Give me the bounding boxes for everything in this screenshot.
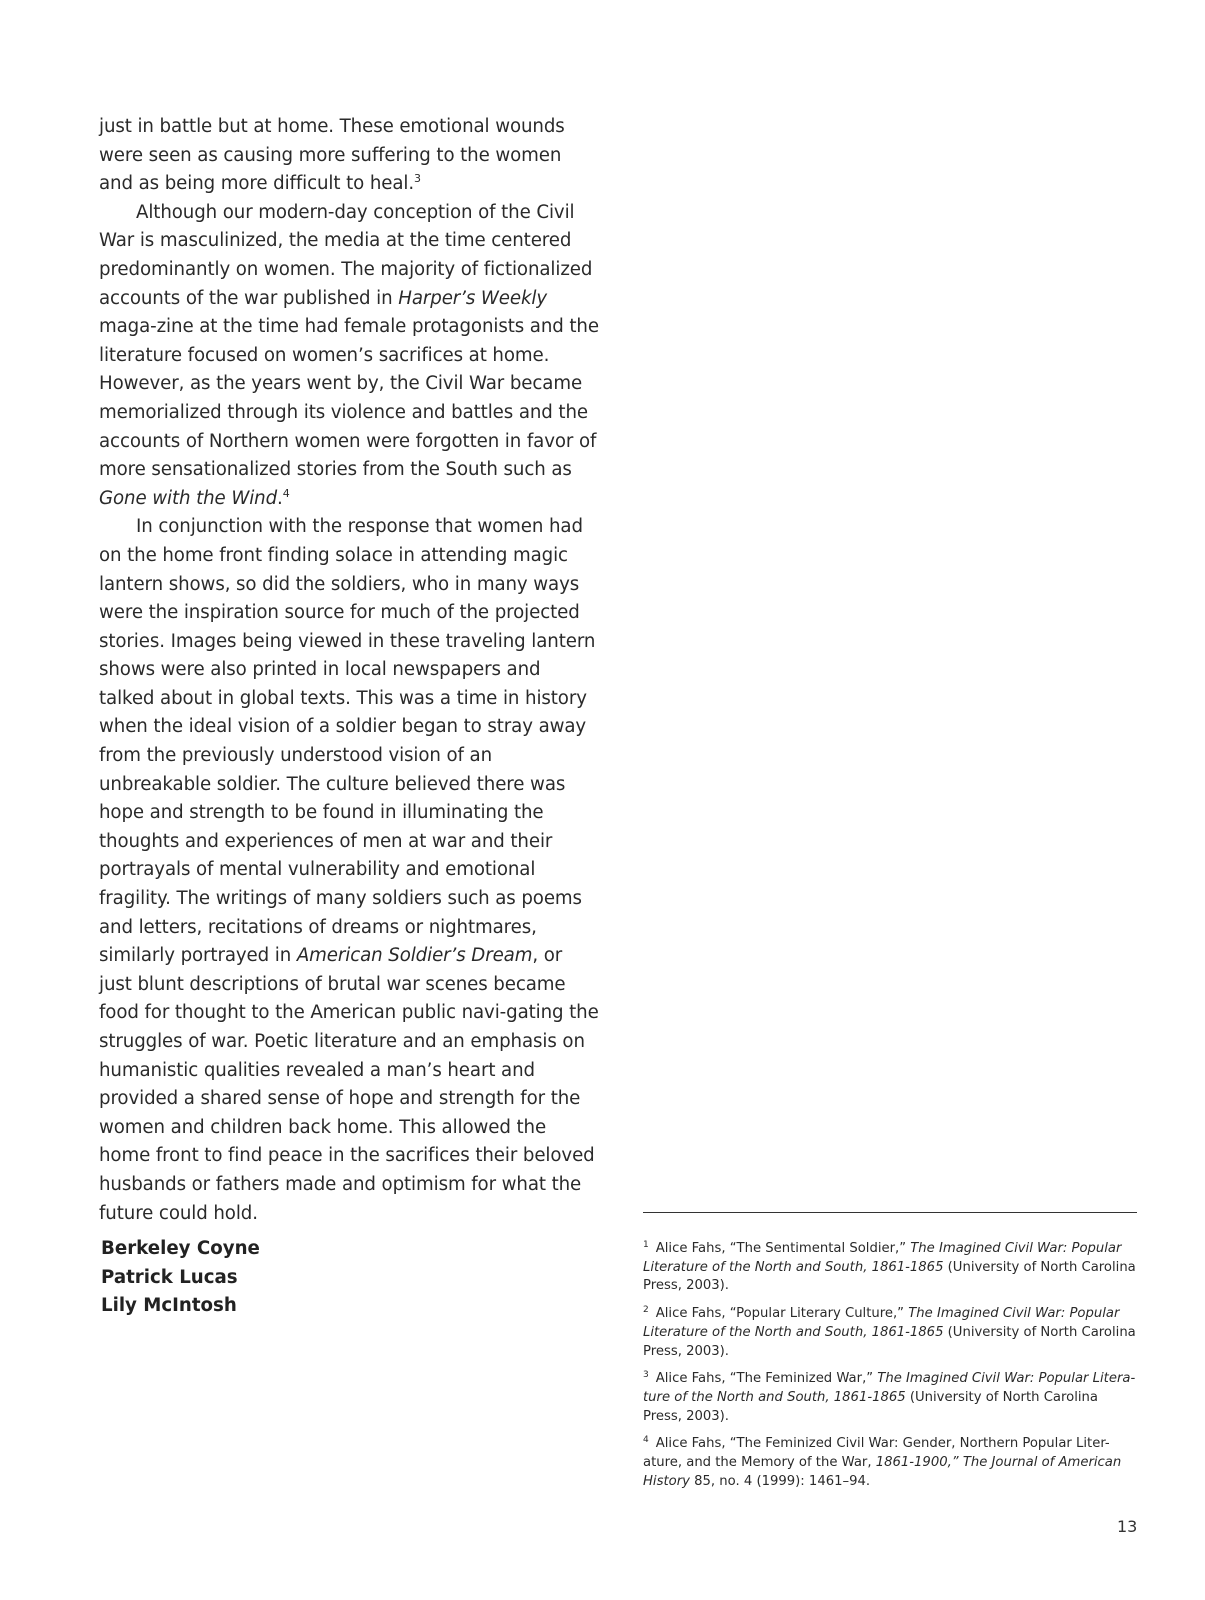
- author-list: [101, 1235, 260, 1321]
- footnote-3: $^3$ Alice Fahs, “The Feminized War,” The Imagined Civil War: Popular Litera-ture of the North and South, 1861-1865 (University of North Carolina Press, 2003).: [643, 1370, 1136, 1424]
- footnote-divider: [643, 1212, 1137, 1213]
- paragraph-3: In conjunction with the response that women had on the home front finding solace in attending magic lantern shows, so did the soldiers, who in many ways were the inspiration source for much of the projected stories. Images being viewed in these traveling lantern shows were also printed in local newspapers and talked about in global texts. This was a time in history when the ideal vision of a soldier began to stray away from the previously understood vision of an unbreakable soldier. The culture believed there was hope and strength to be found in illuminating the thoughts and experiences of men at war and their portrayals of mental vulnerability and emotional fragility. The writings of many soldiers such as poems and letters, recitations of dreams or nightmares, similarly portrayed in American Soldier’s Dream, or just blunt descriptions of brutal war scenes became food for thought to the American public navi-gating the struggles of war. Poetic literature and an emphasis on humanistic qualities revealed a man’s heart and provided a shared sense of hope and strength for the women and children back home. This allowed the home front to find peace in the sacrifices their beloved husbands or fathers made and optimism for what the future could hold.: [99, 516, 599, 1224]
- paragraph-2: Although our modern-day conception of the Civil War is masculinized, the media at the time centered predominantly on women. The majority of fictionalized accounts of the war published in Harper’s Weekly maga-zine at the time had female protagonists and the literature focused on women’s sacrifices at home. However, as the years went by, the Civil War became memorialized through its violence and battles and the accounts of Northern women were forgotten in favor of more sensationalized stories from the South such as Gone with the Wind.$^4$: [99, 201, 599, 509]
- footnote-ref-4[interactable]: 4: [282, 486, 290, 500]
- footnotes: [643, 1240, 1141, 1500]
- author-name: Berkeley Coyne: [101, 1238, 260, 1259]
- title-gone-with-the-wind: Gone with the Wind: [99, 487, 278, 509]
- footnote-4: $^4$ Alice Fahs, “The Feminized Civil War: Gender, Northern Popular Liter-ature, and the Memory of the War, 1861-1900,” The Journal of American History 85, no. 4 (1999): 1461–94.: [643, 1435, 1122, 1489]
- footnote-ref-3[interactable]: 3: [414, 172, 421, 186]
- page-number: 13: [1117, 1517, 1138, 1536]
- title-american-soldiers-dream: American Soldier’s Dream: [296, 945, 533, 967]
- footnote-2: $^2$ Alice Fahs, “Popular Literary Culture,” The Imagined Civil War: Popular Literature of the North and South, 1861-1865 (University of North Carolina Press, 2003).: [643, 1305, 1136, 1359]
- author-name: Lily McIntosh: [101, 1295, 237, 1317]
- title-harpers-weekly: Harper’s Weekly: [398, 287, 548, 309]
- footnote-1: $^1$ Alice Fahs, “The Sentimental Soldier,” The Imagined Civil War: Popular Literature of the North and South, 1861-1865 (University of North Carolina Press, 2003).: [643, 1240, 1136, 1294]
- author-name: Patrick Lucas: [101, 1266, 238, 1288]
- paragraph-1: just in battle but at home. These emotional wounds were seen as causing more suffering to the women and as being more difficult to heal.$^3$: [99, 116, 565, 195]
- main-text-column: [99, 113, 599, 1228]
